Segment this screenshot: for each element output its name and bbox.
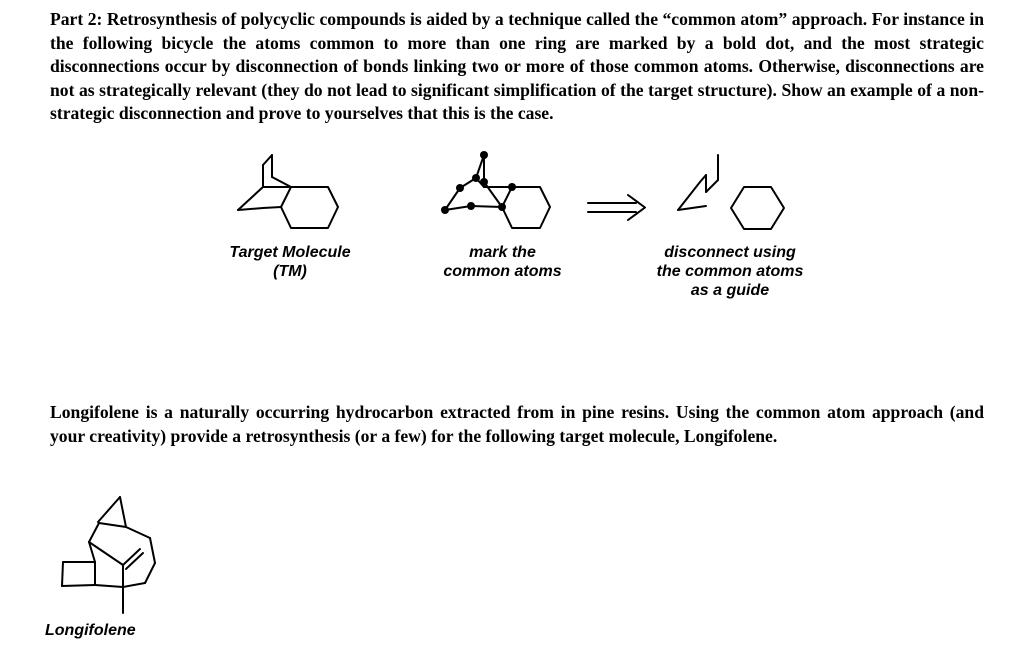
disconnect-caption-line2: the common atoms xyxy=(656,263,804,280)
mark-caption-line2: common atoms xyxy=(443,263,562,280)
common-atom-dot xyxy=(498,203,506,211)
retrosynthetic-arrow-icon xyxy=(588,195,645,220)
common-atom-dot xyxy=(456,184,464,192)
common-atom-dot xyxy=(480,151,488,159)
common-atom-dot xyxy=(508,183,516,191)
target-molecule-caption-line1: Target Molecule xyxy=(229,244,351,261)
target-molecule-caption xyxy=(200,243,380,281)
longifolene-structure xyxy=(62,497,155,613)
mark-caption-line1: mark the xyxy=(469,244,536,261)
target-molecule-caption-line2: (TM) xyxy=(273,263,307,280)
common-atom-dot xyxy=(472,174,480,182)
target-molecule-structure xyxy=(238,155,338,228)
disconnected-cyclobutane-fragment xyxy=(678,155,718,210)
disconnect-caption xyxy=(620,243,840,300)
part2-paragraph: Part 2: Retrosynthesis of polycyclic compounds is aided by a technique called the “common atom” approach. For instance in the following bicycle the atoms common to more than one ring are marked by a bold dot, and the most strategic disconnections occur by disconnection of bonds linking two or more of those common atoms. Otherwise, disconnections are not as strategically relevant (they do not lead to significant simplification of the target structure). Show an example of a non-strategic disconnection and prove to yourselves that this is the case. xyxy=(50,9,984,123)
disconnected-cyclohexane-fragment xyxy=(731,187,784,229)
disconnect-caption-line3: as a guide xyxy=(690,282,770,299)
mark-common-atoms-caption xyxy=(415,243,590,281)
longifolene-caption: Longifolene xyxy=(45,622,136,639)
marked-common-atoms-structure xyxy=(441,151,550,228)
disconnect-caption-line1: disconnect using xyxy=(664,244,796,261)
longifolene-paragraph: Longifolene is a naturally occurring hydrocarbon extracted from in pine resins. Using the common atom approach (and your creativity) provide a retrosynthesis (or a few) for the following target molecule, Longifolene. xyxy=(50,402,984,446)
common-atom-dot xyxy=(467,202,475,210)
common-atom-dot xyxy=(480,178,488,186)
common-atom-dot xyxy=(441,206,449,214)
